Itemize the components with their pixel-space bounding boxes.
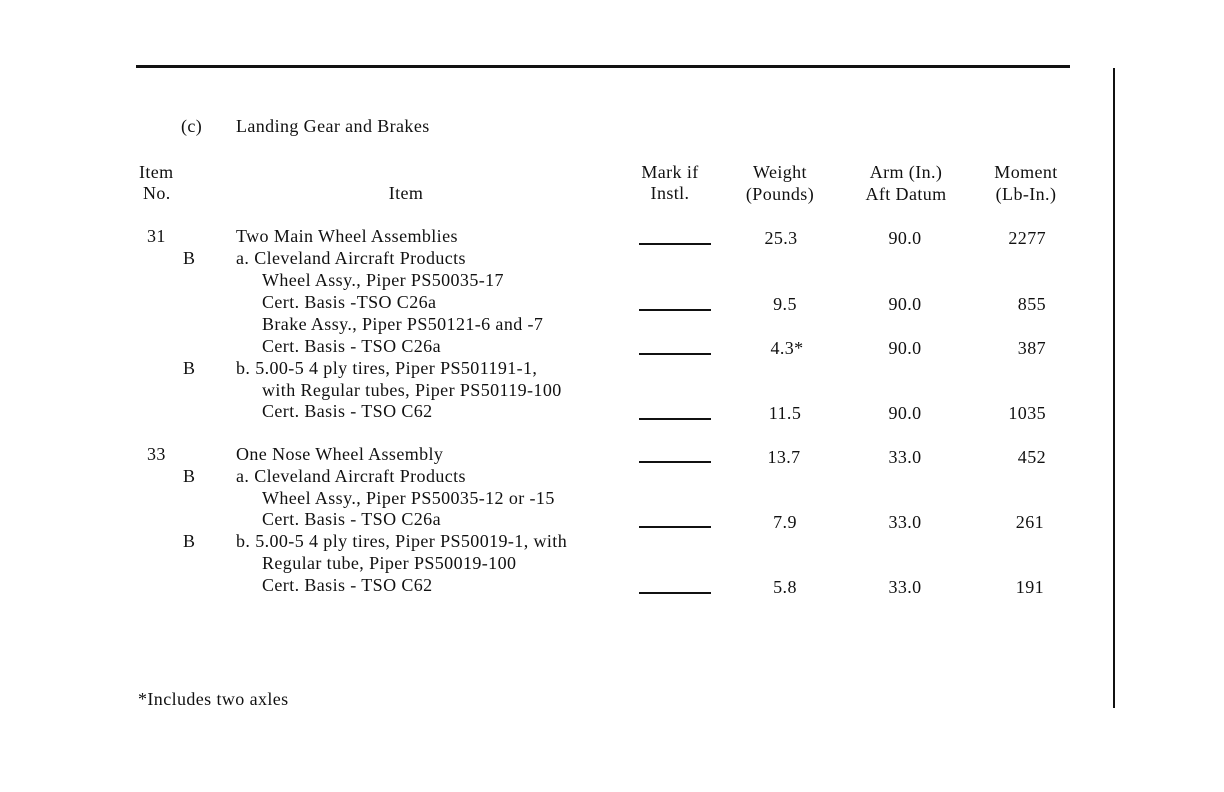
row-description: Cert. Basis - TSO C26a [262, 336, 441, 356]
top-rule [136, 65, 1070, 68]
header-arm-line2: Aft Datum [865, 184, 947, 204]
row-description: b. 5.00-5 4 ply tires, Piper PS501191-1, [236, 358, 538, 378]
mark-if-installed-blank [639, 309, 711, 311]
footnote: *Includes two axles [138, 689, 289, 709]
row-description: with Regular tubes, Piper PS50119-100 [262, 380, 562, 400]
row-description: Cert. Basis -TSO C26a [262, 292, 437, 312]
row-weight: 5.8 [773, 577, 797, 597]
header-moment-line1: Moment [994, 162, 1058, 182]
row-moment: 191 [1015, 577, 1044, 597]
row-description: One Nose Wheel Assembly [236, 444, 444, 464]
row-weight: 11.5 [768, 403, 802, 423]
section-title: Landing Gear and Brakes [236, 116, 430, 136]
row-arm: 33.0 [888, 447, 922, 467]
mark-if-installed-blank [639, 592, 711, 594]
row-description: Wheel Assy., Piper PS50035-17 [262, 270, 504, 290]
row-arm: 33.0 [888, 512, 922, 532]
section-label: (c) [181, 116, 203, 136]
row-sub-mark: B [183, 358, 196, 378]
row-sub-mark: B [183, 248, 196, 268]
header-item: Item [388, 183, 424, 203]
row-weight: 25.3 [764, 228, 798, 248]
row-arm: 90.0 [888, 403, 922, 423]
row-weight: 13.7 [767, 447, 801, 467]
row-description: Two Main Wheel Assemblies [236, 226, 458, 246]
side-rule [1113, 68, 1115, 708]
header-item-no-line2: No. [143, 183, 171, 203]
row-description: Regular tube, Piper PS50019-100 [262, 553, 517, 573]
row-sub-mark: B [183, 466, 196, 486]
row-description: Cert. Basis - TSO C62 [262, 401, 433, 421]
header-weight-line2: (Pounds) [745, 184, 815, 204]
row-weight: 4.3* [770, 338, 804, 358]
row-weight: 7.9 [773, 512, 797, 532]
row-arm: 90.0 [888, 338, 922, 358]
row-moment: 452 [1017, 447, 1046, 467]
row-arm: 33.0 [888, 577, 922, 597]
row-arm: 90.0 [888, 294, 922, 314]
header-mark-line2: Instl. [650, 183, 690, 203]
mark-if-installed-blank [639, 526, 711, 528]
row-description: a. Cleveland Aircraft Products [236, 248, 466, 268]
row-description: Brake Assy., Piper PS50121-6 and -7 [262, 314, 544, 334]
row-moment: 2277 [1008, 228, 1046, 248]
row-description: Cert. Basis - TSO C26a [262, 509, 441, 529]
row-description: b. 5.00-5 4 ply tires, Piper PS50019-1, with [236, 531, 568, 551]
mark-if-installed-blank [639, 353, 711, 355]
row-sub-mark: B [183, 531, 196, 551]
row-moment: 1035 [1008, 403, 1046, 423]
header-mark-line1: Mark if [641, 162, 699, 182]
row-item-no: 33 [147, 444, 166, 464]
mark-if-installed-blank [639, 461, 711, 463]
mark-if-installed-blank [639, 243, 711, 245]
row-item-no: 31 [147, 226, 166, 246]
header-item-no-line1: Item [139, 162, 174, 182]
row-moment: 387 [1017, 338, 1046, 358]
header-arm-line1: Arm (In.) [869, 162, 943, 182]
row-moment: 855 [1017, 294, 1046, 314]
row-description: a. Cleveland Aircraft Products [236, 466, 466, 486]
row-weight: 9.5 [773, 294, 797, 314]
row-arm: 90.0 [888, 228, 922, 248]
row-moment: 261 [1015, 512, 1044, 532]
row-description: Wheel Assy., Piper PS50035-12 or -15 [262, 488, 555, 508]
row-description: Cert. Basis - TSO C62 [262, 575, 433, 595]
header-weight-line1: Weight [753, 162, 807, 182]
header-moment-line2: (Lb-In.) [995, 184, 1057, 204]
mark-if-installed-blank [639, 418, 711, 420]
